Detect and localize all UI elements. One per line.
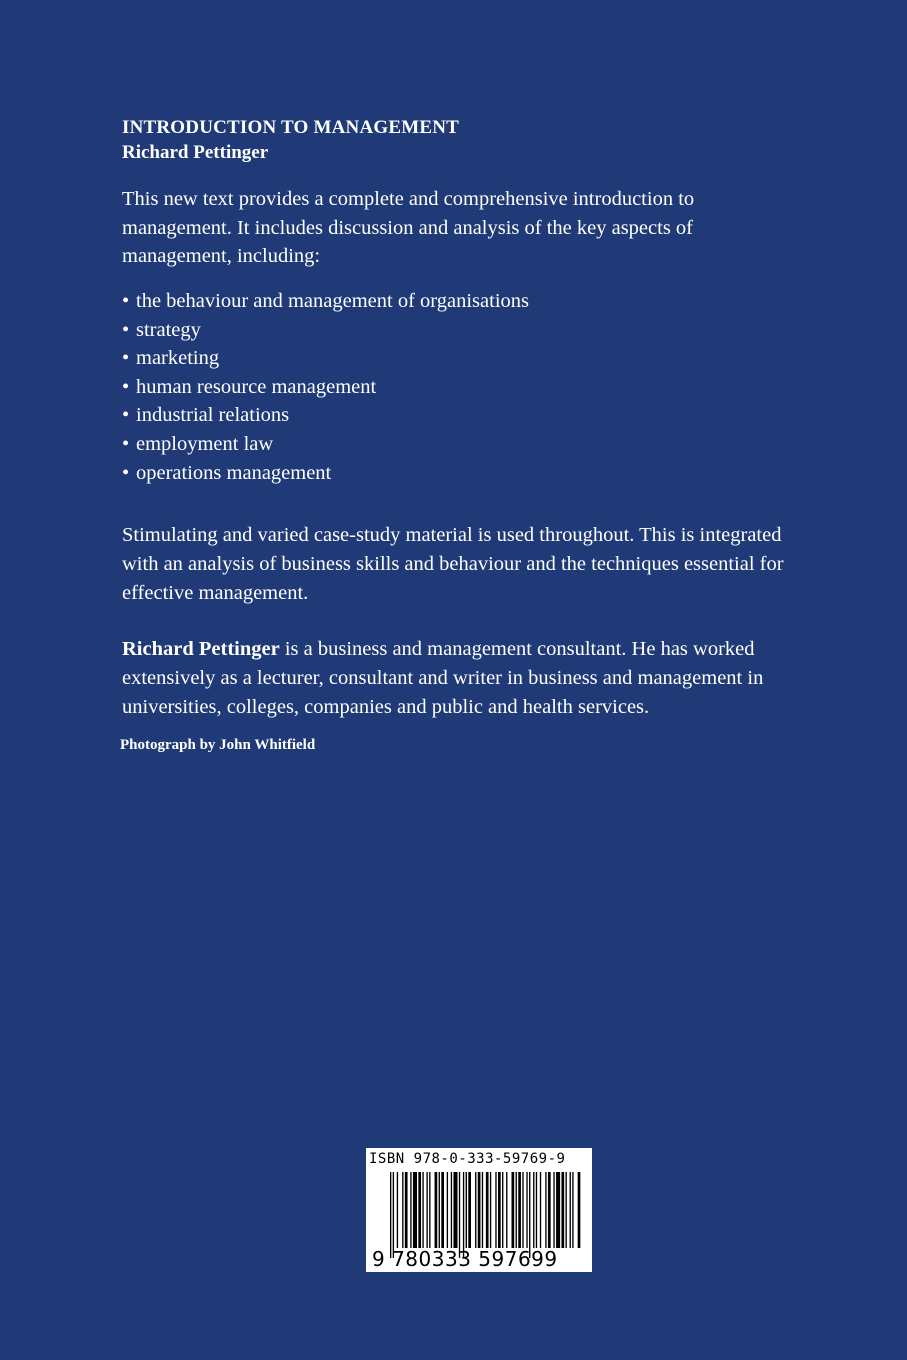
cover-text — [122, 115, 802, 755]
barcode-bar — [429, 1172, 430, 1248]
bullet-icon: • — [122, 290, 130, 313]
barcode-bar — [540, 1172, 541, 1248]
barcode-bar — [402, 1172, 403, 1248]
barcode-bar — [490, 1172, 491, 1248]
barcode-bar — [468, 1172, 471, 1248]
barcode-bar — [439, 1172, 440, 1248]
barcode-bar — [495, 1172, 496, 1248]
barcode-bar — [475, 1172, 476, 1248]
bullet-icon: • — [122, 318, 130, 341]
barcode-bar — [526, 1172, 527, 1248]
barcode-bar — [418, 1172, 421, 1248]
barcode-bar — [556, 1172, 560, 1248]
barcode-bar — [548, 1172, 551, 1248]
author-bio — [122, 635, 802, 721]
barcode-bar — [466, 1172, 467, 1248]
book-title: INTRODUCTION TO MANAGEMENT — [122, 117, 460, 138]
barcode-bar — [529, 1172, 530, 1258]
book-author: Richard Pettinger — [122, 142, 269, 163]
barcode-bar — [413, 1172, 417, 1248]
barcode-bar — [393, 1172, 394, 1258]
bullet-icon: • — [122, 347, 130, 370]
photo-credit: Photograph by John Whitfield — [120, 737, 316, 754]
barcode-bar — [390, 1172, 391, 1258]
barcode-bar — [463, 1172, 464, 1258]
barcode-bar — [570, 1172, 571, 1248]
list-item: • employment law — [122, 430, 802, 459]
barcode-bar — [486, 1172, 489, 1248]
barcode-bar — [533, 1172, 534, 1248]
list-item: • the behaviour and management of organisations — [122, 287, 802, 316]
barcode-bar — [451, 1172, 452, 1248]
list-item: • marketing — [122, 344, 802, 373]
barcode-bar — [522, 1172, 523, 1248]
list-item: • strategy — [122, 316, 802, 345]
isbn-label: ISBN 978-0-333-59769-9 — [369, 1151, 566, 1167]
barcode-bar — [566, 1172, 567, 1248]
barcode-bar — [426, 1172, 427, 1248]
intro-paragraph: This new text provides a complete and comprehensive introduction to management. It includes discussion and analysis of the key aspects of management, including: — [122, 188, 695, 268]
barcode-bar — [572, 1172, 573, 1248]
barcode-bar — [410, 1172, 411, 1248]
barcode-bar — [435, 1172, 438, 1248]
barcode-bar — [561, 1172, 564, 1248]
barcode-bar — [536, 1172, 537, 1248]
barcode-bar — [482, 1172, 483, 1248]
bullet-icon: • — [122, 461, 130, 484]
barcode-bar — [498, 1172, 501, 1248]
barcode-bar — [441, 1172, 444, 1248]
barcode-bar — [506, 1172, 507, 1248]
barcode-bar — [405, 1172, 408, 1248]
bio-author-name: Richard Pettinger — [122, 638, 280, 661]
barcode-bar — [553, 1172, 554, 1248]
barcode-bar — [453, 1172, 457, 1248]
description-paragraph: Stimulating and varied case-study material is used throughout. This is integrated with an analysis of business skills and behaviour and the techniques essential for effective management. — [122, 524, 784, 604]
bullet-icon: • — [122, 433, 130, 456]
list-item: • operations management — [122, 459, 802, 488]
bio-text: is a business and management consultant. He has worked extensively as a lecturer, consultant and writer in business and management in universities, colleges, companies and public and health services. — [122, 638, 764, 718]
barcode-bar — [516, 1172, 517, 1248]
barcode-bar — [518, 1172, 521, 1248]
barcode-bar — [502, 1172, 503, 1248]
bullet-icon: • — [122, 404, 130, 427]
bullet-icon: • — [122, 375, 130, 398]
isbn-barcode — [366, 1148, 592, 1272]
topic-list — [122, 287, 802, 487]
list-item: • industrial relations — [122, 401, 802, 430]
barcode-bar — [545, 1172, 546, 1248]
barcode-bar — [397, 1172, 398, 1248]
barcode-bar — [422, 1172, 423, 1248]
barcode-bar — [512, 1172, 515, 1248]
barcode-bar — [478, 1172, 481, 1248]
barcode-bar — [578, 1172, 581, 1248]
barcode-bar — [447, 1172, 448, 1248]
ean-digits: 9 780333 597699 — [372, 1247, 558, 1271]
barcode-bar — [459, 1172, 460, 1258]
list-item: • human resource management — [122, 373, 802, 402]
